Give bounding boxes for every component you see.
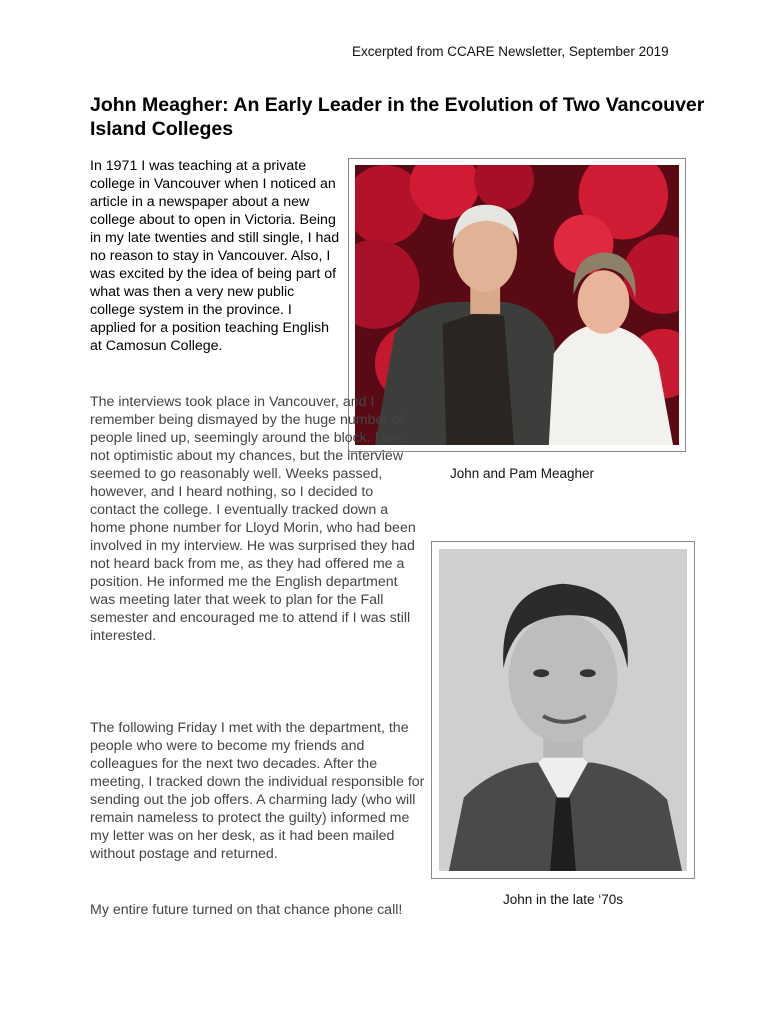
newsletter-source-note: Excerpted from CCARE Newsletter, September 2019 [352,44,669,59]
paragraph-4: My entire future turned on that chance phone call! [90,902,403,918]
paragraph-2: The interviews took place in Vancouver, and I remember being dismayed by the huge number of people lined up, seemingly around the block. I was not optimistic about my chances, but the interview seemed to go reasonably well. Weeks passed, however, and I heard nothing, so I decided to contact the college. I eventually tracked down a home phone number for Lloyd Morin, who had been involved in my interview. He was surprised they had not heard back from me, as they had offered me a position. He informed me the English department was meeting later that week to plan for the Fall semester and encouraged me to attend if I was still interested. [90,394,416,644]
article-title: John Meagher: An Early Leader in the Evolution of Two Vancouver Island Colleges [90,94,705,140]
paragraph-1: In 1971 I was teaching at a private college in Vancouver when I noticed an article in a newspaper about a new college about to open in Victoria. Being in my late twenties and still single, I had no reason to stay in Vancouver. Also, I was excited by the idea of being part of what was then a very new public college system in the province. I applied for a position teaching English at Camosun College. [90,158,340,354]
caption-john-and-pam: John and Pam Meagher [449,466,595,481]
paragraph-3: The following Friday I met with the department, the people who were to become my friends and colleagues for the next two decades. After the meeting, I tracked down the individual responsible for sending out the job offers. A charming lady (who will remain nameless to protect the guilty) informed me my letter was on her desk, as it had been mailed without postage and returned. [90,720,425,862]
portrait-photo-image [439,549,687,871]
caption-john-late-70s: John in the late ‘70s [502,892,624,907]
photo-john-late-70s [431,541,695,879]
portrait-photo-illustration [439,549,687,871]
